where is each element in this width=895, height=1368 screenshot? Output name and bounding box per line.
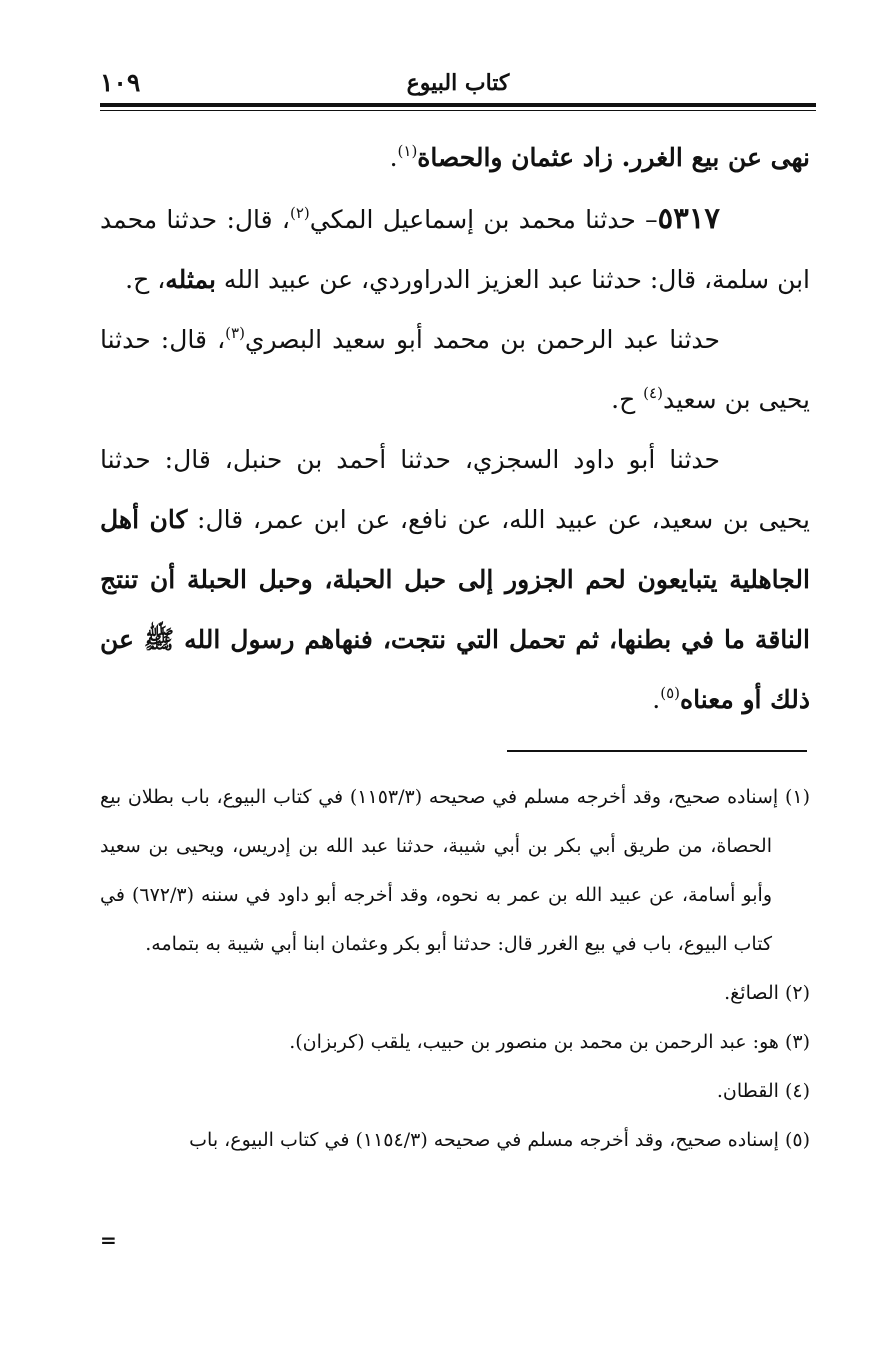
running-header: [100, 70, 816, 100]
footnote-ref: (٥): [660, 684, 681, 702]
text-run: ، ح.: [125, 265, 166, 294]
footnote-3: (٣) هو: عبد الرحمن بن محمد بن منصور بن حبيب، يلقب (كربزان).: [289, 1031, 810, 1053]
text-run: ، قال: حدثنا يحيى بن سعيد: [100, 325, 810, 414]
bold-run: بمثله: [165, 265, 216, 294]
page-number: ١٠٩: [100, 68, 141, 97]
footnote-1: (١) إسناده صحيح، وقد أخرجه مسلم في صحيحه (١١٥٣/٣) في كتاب البيوع، باب بطلان بيع الحصاة، من طريق أبي بكر بن أبي شيبة، حدثنا عبد الله بن إدريس، ويحيى بن سعيد وأبو أسامة، عن عبيد الله بن عمر به نحوه، وقد أخرجه أبو داود في سننه (٦٧٢/٣) في كتاب البيوع، باب في بيع الغرر قال: حدثنا أبو بكر وعثمان ابنا أبي شيبة به بتمامه.: [100, 786, 810, 955]
bold-run: كان أهل الجاهلية يتبايعون لحم الجزور إلى حبل الحبلة، وحبل الحبلة أن تنتج الناقة ما في بطنها، ثم تحمل التي نتجت، فنهاهم رسول الله ﷺ عن ذلك أو معناه: [100, 505, 810, 714]
text-run: – حدثنا محمد بن إسماعيل المكي: [309, 205, 658, 234]
header-rule-thick: [100, 103, 816, 107]
continuation-mark: =: [100, 1228, 117, 1252]
hadith-paragraph-3: [100, 430, 810, 730]
hadith-paragraph-1: [100, 188, 810, 310]
text-run: حدثنا أبو داود السجزي، حدثنا أحمد بن حنبل، قال: حدثنا يحيى بن سعيد، عن عبيد الله، عن نافع، عن ابن عمر، قال:: [100, 445, 810, 534]
chapter-title: كتاب البيوع: [406, 70, 510, 96]
text-run: ح.: [611, 385, 644, 414]
header-rule-thin: [100, 110, 816, 111]
footnote-ref: (٤): [643, 384, 663, 402]
continuation-line: [100, 128, 810, 188]
hadith-paragraph-2: [100, 310, 810, 430]
footnote-ref: (٣): [225, 324, 245, 342]
continuation-end: .: [389, 143, 398, 172]
footnote-ref: (١): [397, 142, 418, 160]
hadith-number: ٥٣١٧: [657, 201, 720, 235]
text-run: ، قال: حدثنا محمد ابن سلمة، قال: حدثنا عبد العزيز الدراوردي، عن عبيد الله: [100, 205, 810, 294]
continuation-bold: نهى عن بيع الغرر. زاد عثمان والحصاة: [417, 143, 810, 172]
text-run: .: [652, 685, 661, 714]
footnote-4: (٤) القطان.: [716, 1080, 810, 1102]
text-run: حدثنا عبد الرحمن بن محمد أبو سعيد البصري: [244, 325, 720, 354]
main-text: [100, 128, 810, 730]
footnotes: [100, 773, 810, 1165]
footnote-2: (٢) الصائغ.: [724, 982, 810, 1004]
footnote-separator: [507, 750, 807, 752]
footnote-ref: (٢): [289, 204, 310, 222]
footnote-5: (٥) إسناده صحيح، وقد أخرجه مسلم في صحيحه (١١٥٤/٣) في كتاب البيوع، باب: [189, 1129, 810, 1151]
